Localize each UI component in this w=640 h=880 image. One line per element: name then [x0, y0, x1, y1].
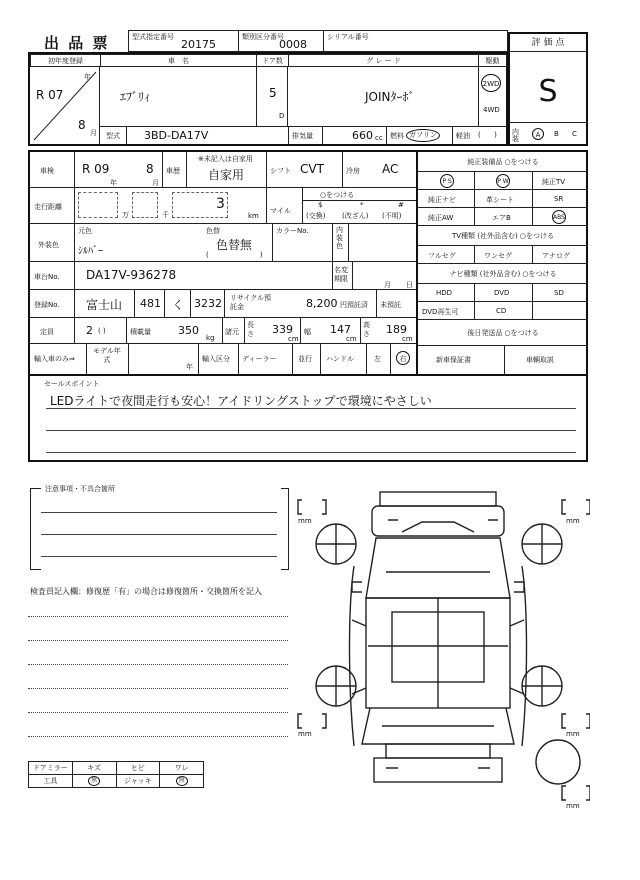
interior-b: B [554, 130, 559, 138]
usage-label: 車歴 [166, 167, 180, 175]
color-no-label: カラーNo. [276, 227, 309, 235]
length-cm: cm [288, 335, 299, 343]
height-label: 高さ [363, 321, 370, 338]
mile-label: マイル [270, 207, 291, 215]
capacity-label: 定員 [40, 328, 54, 336]
tampered-label: (改ざん) [342, 212, 369, 220]
dealer-option: ディーラー [242, 355, 277, 363]
serial-label: シリアル番号 [327, 33, 369, 41]
interior-c: C [572, 130, 577, 138]
class-no-value: 0008 [279, 38, 307, 51]
legend-scratch: キズ [72, 762, 116, 775]
grade-label: グ レ ー ド [289, 55, 479, 67]
color-label: 外装色 [38, 241, 59, 249]
tv-type-title: TV種類 (社外品含む) ○をつける [418, 226, 588, 246]
mm-rr: mm [566, 730, 580, 738]
pw-option: P W [496, 174, 510, 188]
oneseg-option: ワンセグ [484, 252, 512, 260]
legend-broken: ワレ [160, 762, 204, 775]
title-exp-month: 月 [384, 281, 391, 289]
doors-label: ドア数 [257, 55, 289, 67]
width-value: 147 [330, 323, 351, 336]
legend-tools: 工具 [29, 775, 73, 788]
title-exp-day: 日 [406, 281, 413, 289]
length-label: 長さ [247, 321, 254, 338]
navi-option: 純正ナビ [428, 196, 456, 204]
month-suffix: 月 [90, 129, 97, 137]
reg-class: 481 [140, 297, 161, 310]
door-type: D [279, 112, 285, 120]
sd-option: SD [554, 289, 564, 297]
height-cm: cm [402, 335, 413, 343]
model-year-label: モデル年式 [93, 347, 121, 364]
insp-year: 年 [110, 179, 117, 187]
dollar-mark: $ [318, 201, 323, 209]
capacity-paren: ( ) [98, 327, 106, 335]
legend-jack-mark-cell [160, 775, 204, 788]
car-name-label: 車 名 [101, 55, 257, 67]
notes-box [30, 485, 282, 570]
usage-note: ※未記入は自家用 [198, 155, 253, 163]
model-year-suffix: 年 [186, 363, 193, 371]
analog-option: アナログ [542, 252, 570, 260]
capacity-value: 2 [86, 324, 93, 337]
row-color [30, 224, 416, 262]
color-change-label: 色替 [206, 227, 220, 235]
shift-value: CVT [300, 162, 324, 176]
usage-value: 自家用 [208, 168, 245, 182]
header [28, 30, 588, 52]
form-title: 出 品 票 [44, 34, 110, 52]
legend-box [28, 761, 204, 789]
tv-type-row [418, 246, 588, 264]
mark-label: ○をつける [320, 191, 355, 199]
legend-jack: ジャッキ [116, 775, 160, 788]
kg-unit: kg [206, 334, 215, 342]
row-registration [30, 290, 416, 318]
insp-month-suffix: 月 [152, 179, 159, 187]
title-exp-label: 名変期限 [334, 266, 348, 283]
first-reg-era: R 07 [36, 88, 64, 102]
score-label: 評 価 点 [510, 36, 586, 52]
row-inspection [30, 152, 416, 188]
row-dimensions [30, 318, 416, 344]
drive-4wd: 4WD [483, 106, 500, 114]
displacement-label: 排気量 [292, 132, 313, 140]
interior-a: A [532, 128, 544, 140]
parallel-option: 並行 [298, 355, 312, 363]
equip-row-2 [418, 190, 588, 208]
score-value: S [538, 74, 558, 109]
drive-label: 駆動 [479, 55, 507, 67]
model-no-value: 20175 [181, 38, 216, 51]
hdd-option: HDD [436, 289, 453, 297]
shift-label: シフト [270, 167, 291, 175]
serial-box [323, 30, 508, 52]
cc-unit: cc [375, 134, 383, 142]
sales-point-label: セールスポイント [44, 380, 100, 388]
mileage-man: 万 [122, 211, 129, 219]
chassis-label: 車台No. [34, 273, 60, 281]
orig-color-label: 元色 [78, 227, 92, 235]
later-items-row [418, 346, 588, 374]
recycle-value: 8,200 [306, 297, 338, 310]
reg-area: 富士山 [86, 298, 123, 312]
inspection-label: 車検 [40, 167, 54, 175]
row-mileage [30, 188, 416, 224]
sales-point-box [28, 376, 588, 462]
car-name-value: ｴﾌﾞﾘｨ [120, 90, 151, 104]
ac-value: AC [382, 162, 399, 176]
legend-tools-mark-cell [72, 775, 116, 788]
drive-2wd: 2WD [481, 74, 501, 92]
airbag-option: エアB [492, 214, 511, 222]
equip-row-3 [418, 208, 588, 226]
legend-tools-mark: 無 [88, 776, 100, 786]
model-no-label: 型式指定番号 [132, 33, 174, 41]
not-deposited: 未預託 [380, 301, 401, 309]
fuel-value: ガソリン [406, 129, 440, 142]
mm-rl: mm [298, 730, 312, 738]
reg-label: 登録No. [34, 301, 60, 309]
insp-month: 8 [146, 162, 154, 176]
recycle-suffix: 円預託済 [340, 301, 368, 309]
diesel-label: 軽油 [456, 132, 470, 140]
car-damage-diagram [290, 476, 590, 812]
handle-right: 右 [396, 351, 410, 365]
unknown-label: (不明) [382, 212, 402, 220]
class-no-label: 類別区分番号 [242, 33, 284, 41]
drive-cell [478, 66, 506, 126]
mm-fr: mm [566, 517, 580, 525]
color-paren: ( ) [206, 251, 263, 259]
equipment-panel [416, 152, 586, 374]
doors-cell [256, 66, 288, 126]
dvd-option: DVD [494, 289, 510, 297]
aw-option: 純正AW [428, 214, 454, 222]
model-no-box [128, 30, 238, 52]
mileage-box-2 [132, 192, 158, 218]
height-value: 189 [386, 323, 407, 336]
first-reg-label: 初年度登録 [31, 55, 101, 67]
mileage-value: 3 [216, 196, 225, 212]
load-value: 350 [178, 324, 199, 337]
diesel-paren: ( ) [478, 131, 497, 139]
reg-kana: く [172, 298, 185, 312]
chassis-value: DA17V-936278 [86, 268, 177, 282]
width-cm: cm [346, 335, 357, 343]
mileage-label: 走行距離 [34, 203, 62, 211]
abs-option: ABS [552, 210, 566, 224]
mm-fl: mm [298, 517, 312, 525]
mm-spare: mm [566, 802, 580, 810]
row-import [30, 344, 416, 374]
recycle-label: リサイクル預託金 [230, 294, 272, 311]
navi-type-title: ナビ種類 (社外品含む) ○をつける [418, 264, 588, 284]
equip-title: 純正装備品 ○をつける [418, 152, 588, 172]
legend-jack-mark: 無 [176, 776, 188, 786]
model-value: 3BD-DA17V [144, 129, 209, 142]
equip-row-1 [418, 172, 588, 190]
mileage-box-1 [78, 192, 118, 218]
dvd-play-row [418, 302, 588, 320]
length-value: 339 [272, 323, 293, 336]
first-reg-month: 8 [78, 118, 86, 132]
reg-num: 3232 [194, 297, 222, 310]
color-change-value: 色替無 [216, 238, 253, 252]
handle-label: ハンドル [326, 355, 354, 363]
hash-mark: # [398, 201, 404, 209]
warranty-option: 新車保証書 [436, 356, 471, 364]
cd-option: CD [496, 307, 507, 315]
notes-label: 注意事項・不具合箇所 [45, 485, 115, 493]
import-label: 輸入車のみ⇒ [34, 355, 75, 363]
sr-option: SR [554, 195, 564, 203]
interior-row [508, 122, 588, 146]
interior-label: 内装 [512, 128, 519, 143]
inspector-label: 検査員記入欄：修復歴「有」の場合は修復箇所・交換箇所を記入 [30, 587, 262, 596]
km-unit: km [248, 212, 259, 220]
handle-left: 左 [374, 355, 381, 363]
ac-label: 冷房 [346, 167, 360, 175]
inspection-value: R 09 [82, 162, 110, 176]
doors-value: 5 [269, 86, 277, 100]
grade-value: JOINﾀｰﾎﾞ [365, 90, 415, 104]
model-label: 型式 [106, 132, 120, 140]
model-row [100, 126, 506, 144]
load-label: 積載量 [130, 328, 151, 336]
dims-label: 諸元 [225, 328, 239, 336]
interior-color-label: 内装色 [336, 226, 343, 250]
fuel-label: 燃料 [390, 132, 404, 140]
legend-crack: ヒビ [116, 762, 160, 775]
year-suffix: 年 [84, 73, 91, 81]
class-no-box [238, 30, 323, 52]
row-chassis [30, 262, 416, 290]
first-reg-cell [30, 66, 100, 144]
displacement-value: 660 [352, 129, 373, 142]
vehicle-basic-box [28, 52, 508, 146]
exchange-label: (交換) [306, 212, 326, 220]
fullseg-option: フルセグ [428, 252, 456, 260]
sales-point-text: LEDライトで夜間走行も安心！アイドリングストップで環境にやさしい [50, 394, 432, 408]
dvd-play-option: DVD再生可 [422, 308, 459, 316]
orig-color-value: ｼﾙﾊﾞｰ [78, 246, 103, 257]
legend-mirror: ドアミラー [29, 762, 73, 775]
ps-option: P S [440, 174, 454, 188]
mileage-sen: 千 [162, 211, 169, 219]
later-items-title: 後日発送品 ○をつける [418, 320, 588, 346]
star-mark: * [360, 201, 364, 209]
manual-option: 車輌取説 [526, 356, 554, 364]
width-label: 幅 [304, 328, 311, 336]
navi-type-row [418, 284, 588, 302]
leather-option: 革シート [486, 196, 514, 204]
import-class-label: 輸入区分 [202, 355, 230, 363]
spec-box [28, 150, 588, 376]
tv-option: 純正TV [542, 178, 566, 186]
